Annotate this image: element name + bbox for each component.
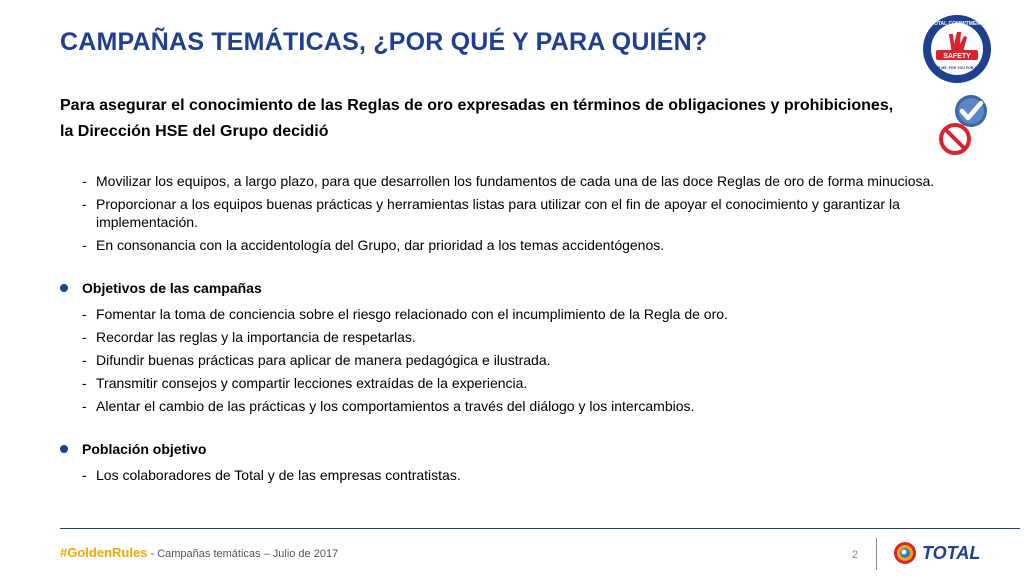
objectives-heading: Objetivos de las campañas — [60, 279, 960, 297]
population-heading: Población objetivo — [60, 440, 960, 458]
intro-line-2: la Dirección HSE del Grupo decidió — [60, 123, 329, 140]
badge-bottom-text: FOR ME, FOR YOU FOR ALL — [932, 66, 982, 70]
intro-paragraph — [60, 93, 960, 145]
objective-item: - Recordar las reglas y la importancia de respetarlas. — [60, 328, 960, 346]
page-title: CAMPAÑAS TEMÁTICAS, ¿POR QUÉ Y PARA QUIÉN? — [60, 28, 708, 56]
footer-divider — [60, 528, 1020, 529]
goal-item: - Proporcionar a los equipos buenas prácticas y herramientas listas para utilizar con el fin de apoyar el conocimiento y garantizar la implementación. — [60, 195, 960, 231]
objective-item: - Alentar el cambio de las prácticas y los comportamientos a través del diálogo y los intercambios. — [60, 397, 960, 415]
objective-item: - Difundir buenas prácticas para aplicar de manera pedagógica e ilustrada. — [60, 351, 960, 369]
page-number: 2 — [852, 549, 859, 561]
total-brand-text: TOTAL — [922, 543, 981, 563]
content-body — [60, 172, 960, 489]
badge-middle-text: SAFETY — [943, 53, 971, 60]
objective-item: - Fomentar la toma de conciencia sobre el riesgo relacionado con el incumplimiento de la Regla de oro. — [60, 305, 960, 323]
footer-text: - Campañas temáticas – Julio de 2017 — [147, 548, 339, 560]
objective-item: - Transmitir consejos y compartir lecciones extraídas de la experiencia. — [60, 374, 960, 392]
footer-hashtag: #GoldenRules — [60, 545, 148, 560]
population-item: - Los colaboradores de Total y de las empresas contratistas. — [60, 466, 960, 484]
footer-separator — [876, 538, 877, 570]
goal-item: - En consonancia con la accidentología del Grupo, dar prioridad a los temas accidentógenos. — [60, 236, 960, 254]
goal-item: - Movilizar los equipos, a largo plazo, para que desarrollen los fundamentos de cada una de las doce Reglas de oro de forma minuciosa. — [60, 172, 960, 190]
footer-caption — [60, 545, 338, 560]
safety-badge-icon — [922, 14, 992, 84]
intro-line-1: Para asegurar el conocimiento de las Reglas de oro expresadas en términos de obligaciones y prohibiciones, — [60, 97, 894, 114]
badge-top-text: TOTAL COMMITMENT — [931, 21, 983, 27]
